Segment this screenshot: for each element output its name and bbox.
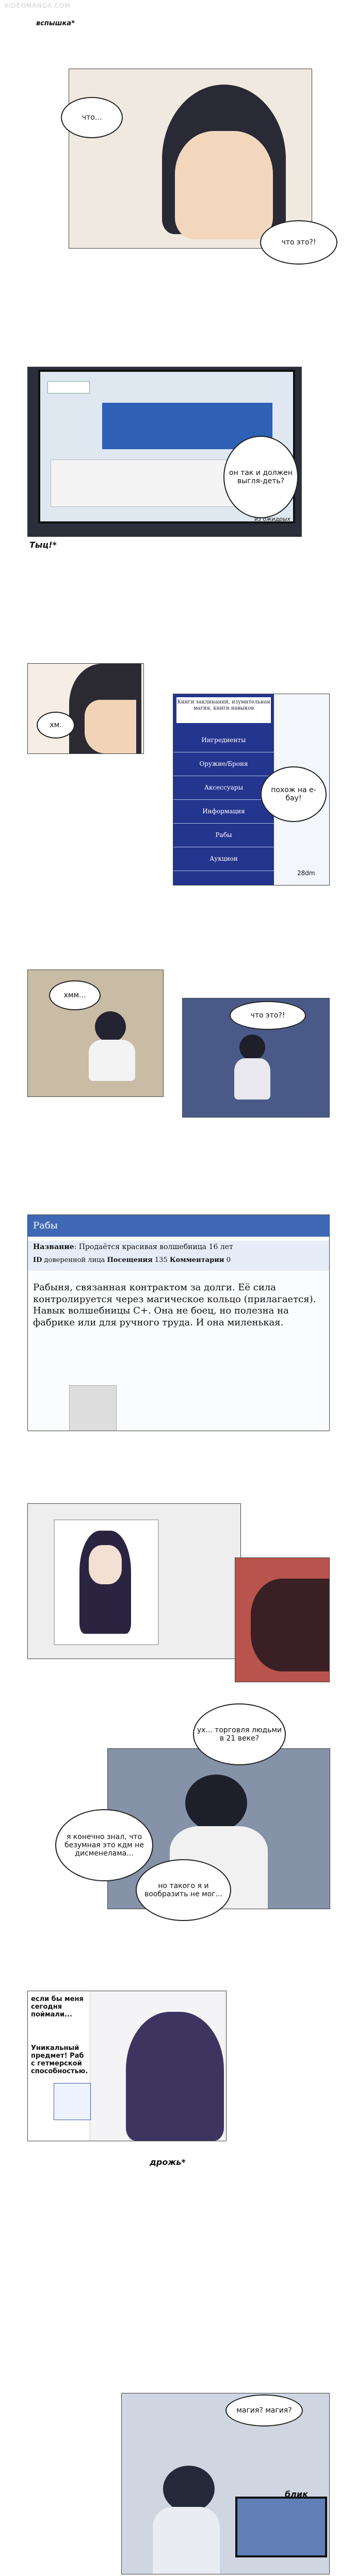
computer-monitor — [235, 2497, 327, 2557]
speech-bubble: что это?! — [260, 220, 337, 265]
listing-thumbnail — [69, 1385, 117, 1431]
speech-bubble: я конечно знал, что безумная это кдм не дисменелама... — [55, 1809, 153, 1881]
character-head — [163, 2466, 215, 2512]
sfx-flash: вспышка* — [36, 20, 75, 27]
comments-value: 0 — [226, 1256, 231, 1264]
character-body — [153, 2507, 220, 2574]
menu-item-auction[interactable]: Аукцион — [173, 847, 274, 871]
comments-label: Комментарии — [169, 1256, 224, 1264]
listing-name-row: Название: Продаётся красивая волшебница 16 лет — [33, 1243, 233, 1251]
name-value: Продаётся красивая волшебница 16 лет — [78, 1243, 233, 1251]
character-head — [239, 1035, 265, 1060]
character-hair — [251, 1579, 329, 1671]
character-face — [85, 700, 136, 753]
panel-1 — [69, 69, 312, 249]
id-value: доверенной лица — [44, 1256, 105, 1264]
listing-body: Рабыня, связанная контрактом за долги. Её сила контролируется через магическое кольцо (прилагается). Навык волшебницы C+. Она не боец, но полезна на фабрике или для ручного труда. И она миленькая. — [33, 1282, 316, 1328]
sfx-click: Тыц!* — [29, 540, 57, 550]
visits-value: 135 — [154, 1256, 168, 1264]
visits-label: Посещения — [107, 1256, 153, 1264]
listing-stats-row — [33, 1256, 231, 1264]
character-hair — [126, 2012, 224, 2141]
portrait-frame — [54, 1519, 159, 1645]
panel-7-right — [235, 1557, 330, 1682]
character-head — [185, 1775, 247, 1831]
speech-bubble: похож на e-бау! — [261, 766, 327, 822]
menu-item-weapons[interactable]: Оружие/Броня — [173, 752, 274, 776]
menu-item-accessories[interactable]: Аксессуары — [173, 776, 274, 800]
panel-3-left — [27, 663, 144, 754]
speech-bubble: магия? магия? — [225, 2394, 303, 2426]
speech-bubble: хмм... — [49, 980, 101, 1010]
panel-10 — [121, 2393, 330, 2574]
site-logo — [47, 381, 90, 393]
listing-header-bar — [28, 1215, 329, 1237]
speech-bubble: он так и должен выгля-деть? — [223, 436, 298, 518]
name-label: Название — [33, 1243, 74, 1251]
panel-7-left — [27, 1503, 241, 1659]
sfx-tremble: дрожь* — [150, 2157, 186, 2167]
menu-item-ingredients[interactable]: Ингредиенты — [173, 728, 274, 752]
id-label: ID — [33, 1256, 42, 1264]
watermark: VIDEOMANGA.COM — [4, 2, 71, 9]
small-text: из ожидрых — [254, 516, 291, 522]
character-body — [89, 1040, 135, 1081]
profile-card — [54, 2083, 91, 2120]
speech-bubble: хм. — [37, 712, 75, 739]
character-head — [95, 1011, 126, 1042]
speech-bubble: ух... торговля людьми в 21 веке? — [193, 1703, 286, 1765]
menu-item-slaves[interactable]: Рабы — [173, 823, 274, 847]
speech-bubble: что это?! — [230, 1001, 306, 1030]
menu-header: Книги заклинаний, изумительная магия, книги навыков — [176, 697, 271, 723]
panel9-narration: если бы меня сегодня поймали... — [31, 1995, 84, 2019]
speech-bubble: что... — [61, 97, 123, 138]
character-body — [234, 1058, 270, 1100]
panel-listing — [27, 1215, 330, 1431]
side-label: 28dm — [297, 869, 315, 877]
panel9-item-text: Уникальный предмет! Раб с гетмерской способностью. — [31, 2044, 88, 2075]
speech-bubble: но такого я и вообразить не мог... — [136, 1859, 231, 1921]
girl-face — [89, 1545, 122, 1584]
character-face — [175, 131, 273, 239]
sfx-shine: блик — [285, 2489, 308, 2499]
listing-title: Рабы — [33, 1220, 58, 1231]
menu-column — [173, 694, 274, 885]
menu-item-info[interactable]: Информация — [173, 799, 274, 824]
